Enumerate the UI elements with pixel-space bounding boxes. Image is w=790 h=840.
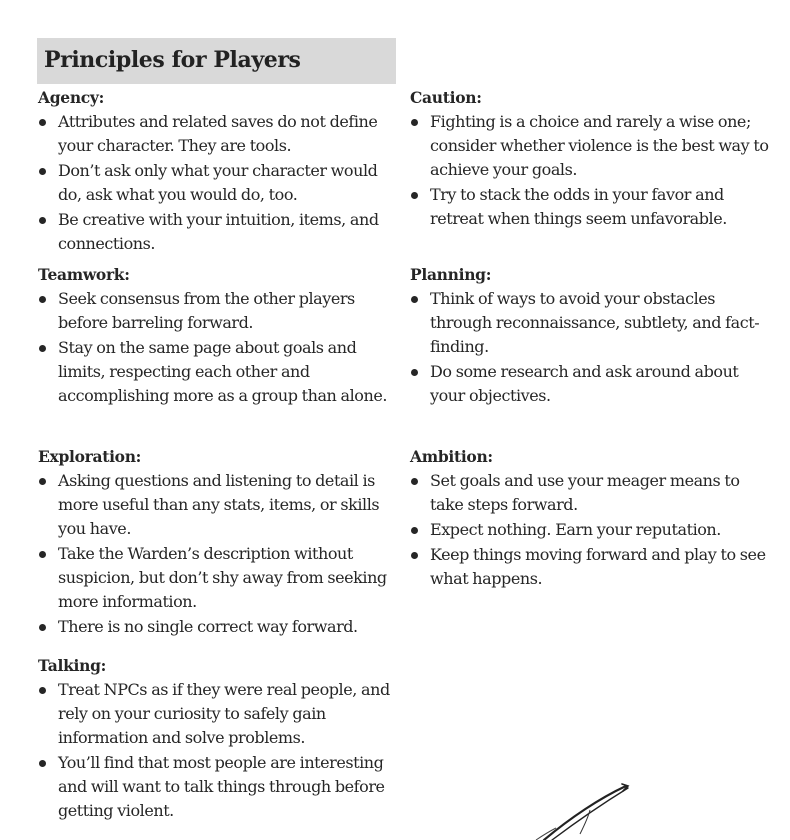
title-banner	[37, 38, 396, 84]
section-planning	[410, 265, 770, 409]
list-item: Asking questions and listening to detail is more useful than any stats, items, or skills you have.	[38, 469, 398, 541]
list-item: Think of ways to avoid your obstacles through reconnaissance, subtlety, and fact-finding.	[410, 287, 770, 359]
section-heading: Caution:	[410, 88, 482, 107]
section-heading: Exploration:	[38, 447, 142, 466]
bullet-list	[38, 469, 398, 639]
list-item: Attributes and related saves do not define your character. They are tools.	[38, 110, 398, 158]
list-item: Stay on the same page about goals and limits, respecting each other and accomplishing more as a group than alone.	[38, 336, 398, 408]
section-talking	[38, 656, 398, 824]
section-ambition	[410, 447, 770, 592]
section-agency	[38, 88, 398, 257]
list-item: Be creative with your intuition, items, and connections.	[38, 208, 398, 256]
list-item: Try to stack the odds in your favor and retreat when things seem unfavorable.	[410, 183, 770, 231]
page-title: Principles for Players	[44, 47, 301, 73]
section-exploration	[38, 447, 398, 640]
list-item: Seek consensus from the other players before barreling forward.	[38, 287, 398, 335]
section-heading: Agency:	[38, 88, 105, 107]
section-caution	[410, 88, 770, 232]
section-heading: Planning:	[410, 265, 492, 284]
list-item: Do some research and ask around about your objectives.	[410, 360, 770, 408]
list-item: Fighting is a choice and rarely a wise one; consider whether violence is the best way to achieve your goals.	[410, 110, 770, 182]
section-heading: Ambition:	[410, 447, 493, 466]
bullet-list	[38, 287, 398, 408]
bullet-list	[38, 110, 398, 256]
list-item: Treat NPCs as if they were real people, and rely on your curiosity to safely gain information and solve problems.	[38, 678, 398, 750]
list-item: Expect nothing. Earn your reputation.	[410, 518, 770, 542]
list-item: Don’t ask only what your character would do, ask what you would do, too.	[38, 159, 398, 207]
section-teamwork	[38, 265, 398, 409]
bullet-list	[410, 287, 770, 408]
bullet-list	[410, 469, 770, 591]
sketch-illustration	[530, 782, 640, 840]
list-item: Set goals and use your meager means to take steps forward.	[410, 469, 770, 517]
list-item: There is no single correct way forward.	[38, 615, 398, 639]
list-item: Take the Warden’s description without suspicion, but don’t shy away from seeking more information.	[38, 542, 398, 614]
section-heading: Talking:	[38, 656, 107, 675]
bullet-list	[410, 110, 770, 231]
section-heading: Teamwork:	[38, 265, 130, 284]
bullet-list	[38, 678, 398, 823]
list-item: Keep things moving forward and play to see what happens.	[410, 543, 770, 591]
list-item: You’ll find that most people are interesting and will want to talk things through before getting violent.	[38, 751, 398, 823]
